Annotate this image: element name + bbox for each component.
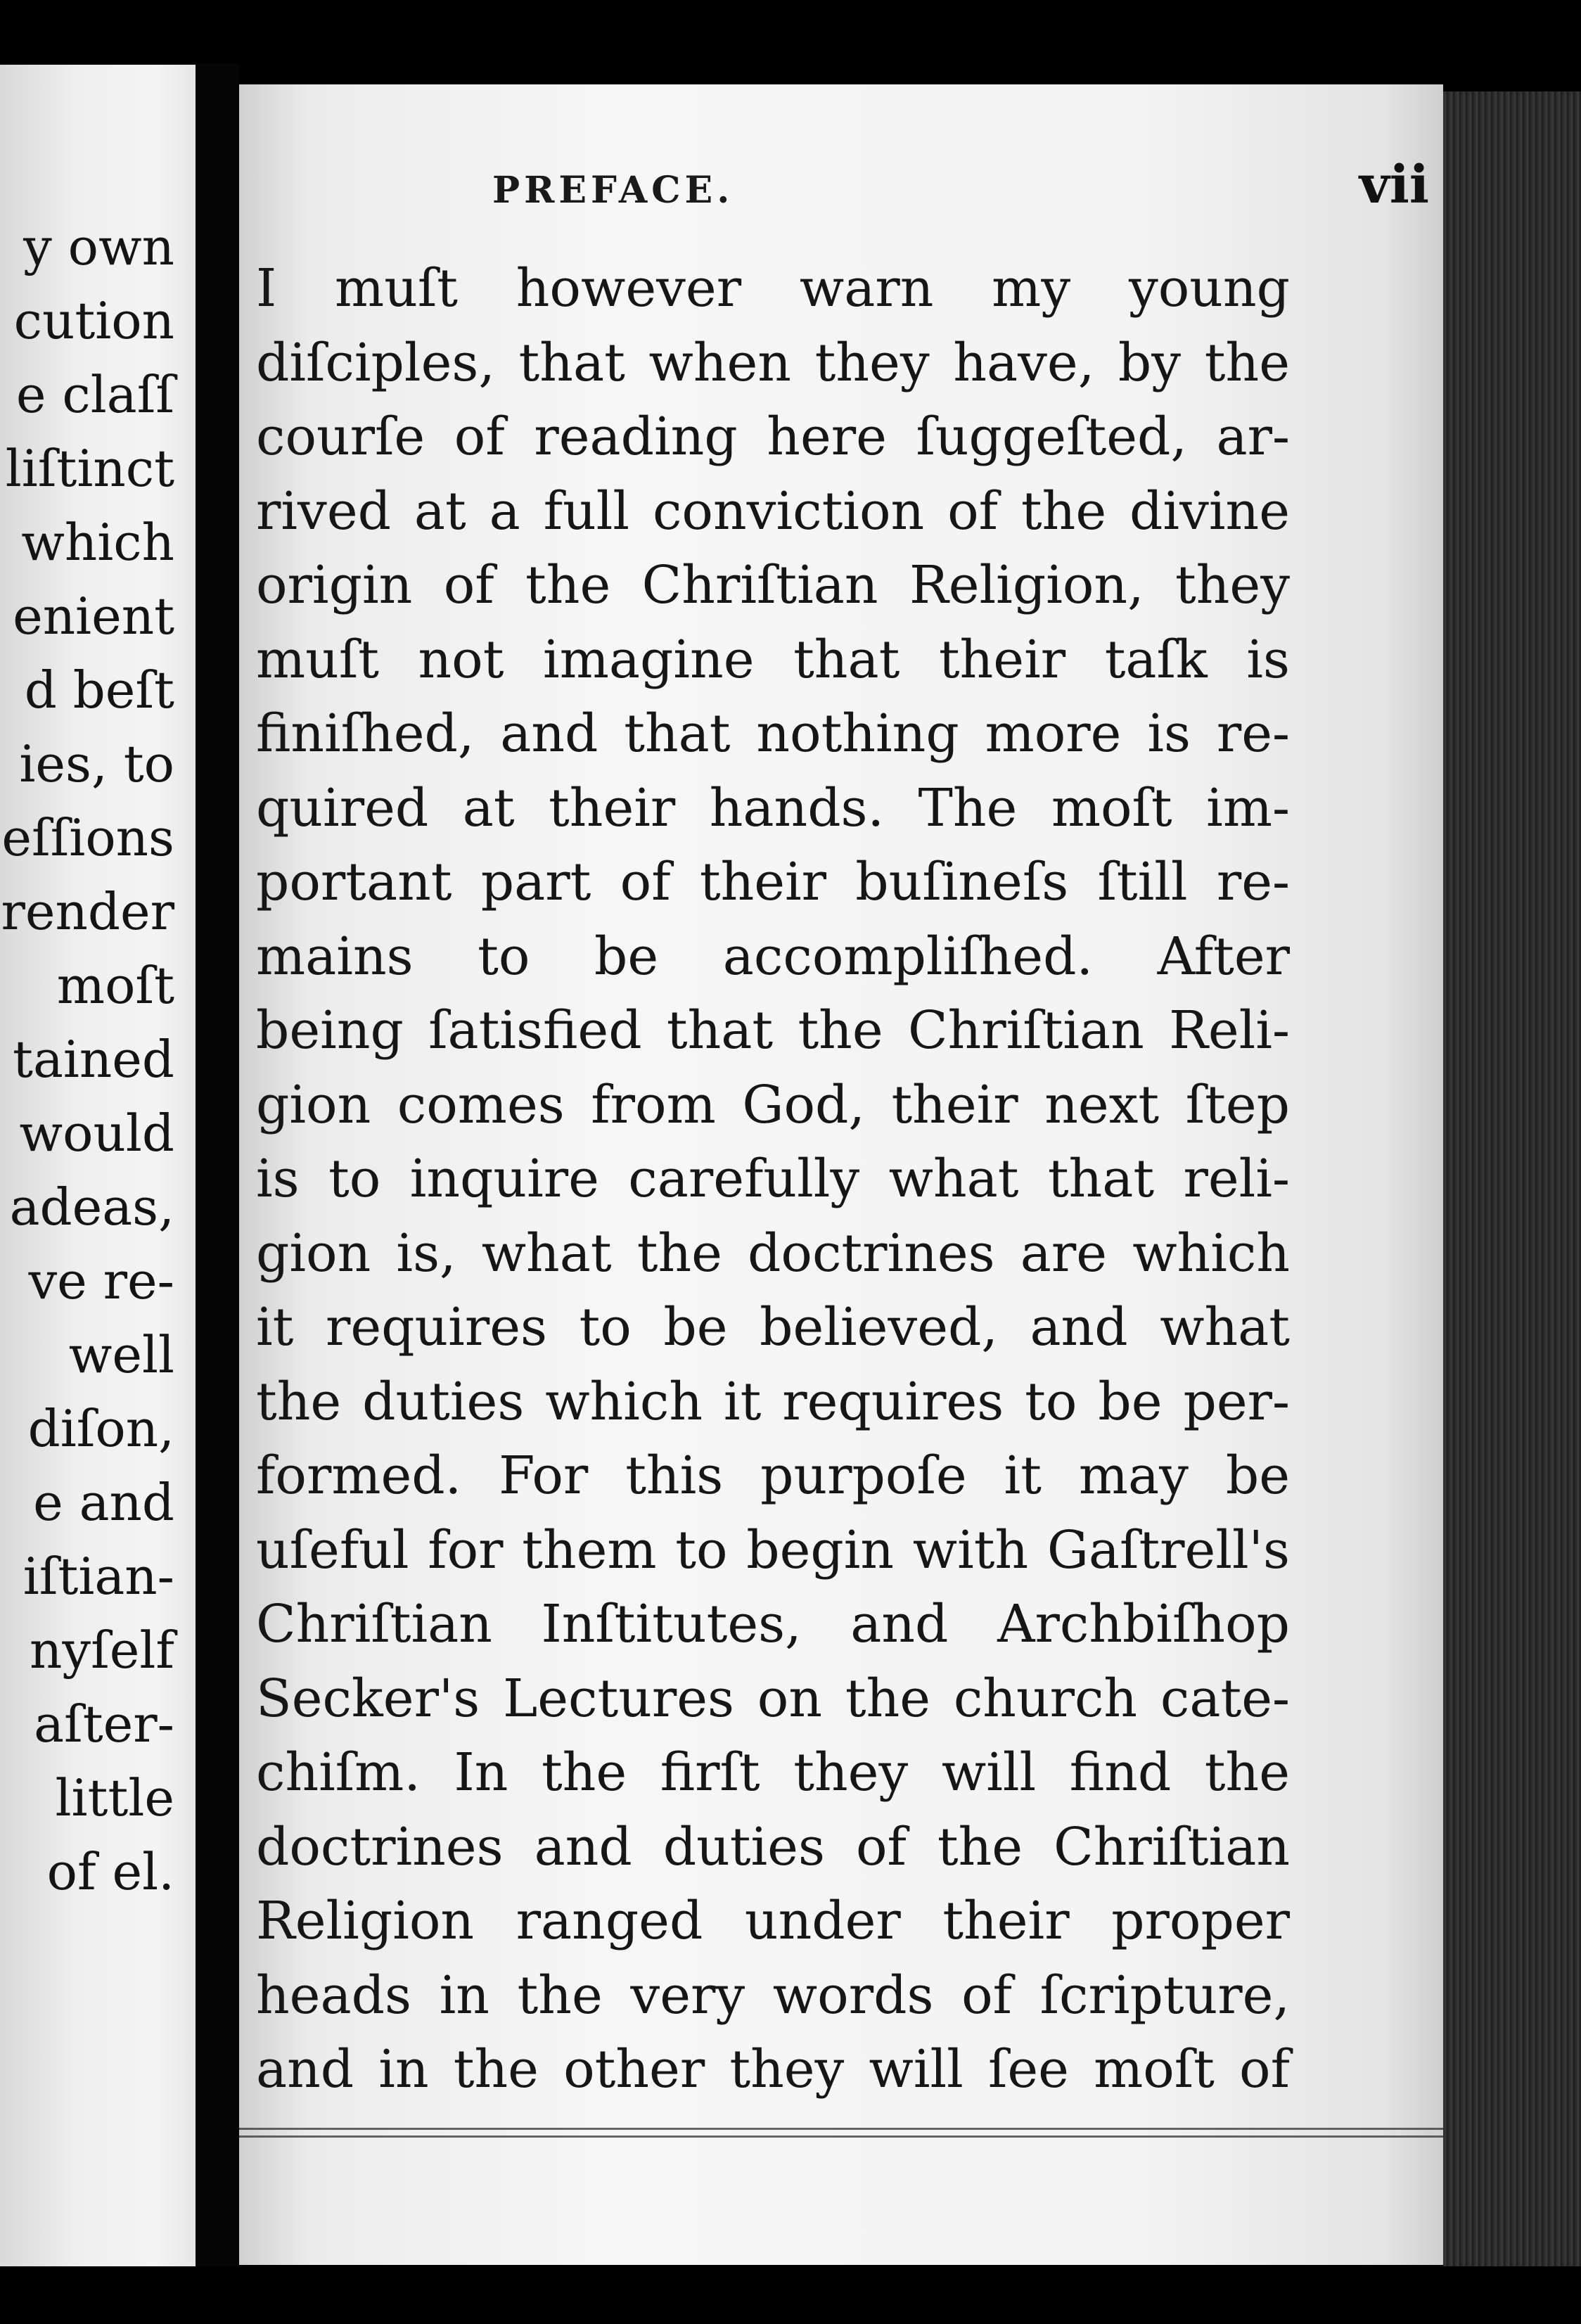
text-line: is to inquire carefully what that reli- xyxy=(256,1149,1290,1209)
left-page-line: moſt xyxy=(56,956,174,1015)
left-page-line: nyſelf xyxy=(30,1621,174,1680)
page-edges xyxy=(1443,91,1581,2324)
left-page-line: y own xyxy=(23,217,174,276)
left-page-line: e and xyxy=(33,1473,174,1532)
left-page-line: would xyxy=(19,1104,174,1163)
left-page-line: e claſſ xyxy=(15,365,174,424)
left-page-line: eſſions xyxy=(1,808,174,867)
text-line: gion comes from God, their next ſtep xyxy=(256,1074,1290,1135)
text-line: gion is, what the doctrines are which xyxy=(256,1222,1290,1284)
left-page-line: render xyxy=(1,882,174,941)
text-line: the duties which it requires to be per- xyxy=(256,1371,1290,1432)
running-head: PREFACE. xyxy=(492,169,734,212)
text-line: mains to be accompliſhed. After xyxy=(256,926,1290,987)
text-line: portant part of their buſineſs ſtill re- xyxy=(256,852,1290,912)
text-line: Religion ranged under their proper xyxy=(256,1891,1290,1951)
text-line: finiſhed, and that nothing more is re- xyxy=(256,703,1290,764)
right-page xyxy=(239,84,1443,2265)
scan-line xyxy=(239,2128,1443,2130)
left-page-line: aſter- xyxy=(34,1694,174,1754)
text-line: being ſatisfied that the Chriſtian Reli- xyxy=(256,1000,1290,1061)
text-line: doctrines and duties of the Chriſtian xyxy=(256,1816,1290,1877)
left-page-line: ve re- xyxy=(28,1251,174,1310)
left-page-line: liſtinct xyxy=(5,439,174,498)
text-line: and in the other they will ſee moſt of xyxy=(256,2039,1290,2100)
text-line: chiſm. In the firſt they will find the xyxy=(256,1742,1290,1803)
page-number: vii xyxy=(1359,155,1429,215)
text-line: formed. For this purpoſe it may be xyxy=(256,1445,1290,1506)
text-line: diſciples, that when they have, by the xyxy=(256,332,1290,393)
left-page-line: little xyxy=(55,1768,174,1827)
text-line: rived at a full conviction of the divine xyxy=(256,480,1290,542)
left-page-line: d beſt xyxy=(24,660,174,720)
left-page-line: cution xyxy=(13,291,174,350)
text-line: uſeful for them to begin with Gaſtrell's xyxy=(256,1519,1290,1581)
book-gutter xyxy=(196,63,239,2279)
left-page-line: ies, to xyxy=(19,734,174,793)
text-line: heads in the very words of ſcripture, xyxy=(256,1965,1290,2026)
text-line: courſe of reading here ſuggeſted, ar- xyxy=(256,407,1290,467)
left-page-line: tained xyxy=(13,1030,174,1089)
left-page-line: diſon, xyxy=(27,1399,174,1458)
left-page-line: of el. xyxy=(46,1842,174,1901)
left-page-line: enient xyxy=(13,587,174,646)
left-page-line: which xyxy=(21,513,174,572)
text-line: muſt not imagine that their taſk is xyxy=(256,629,1290,690)
left-page-line: well xyxy=(68,1325,174,1384)
text-line: origin of the Chriſtian Religion, they xyxy=(256,555,1290,615)
left-facing-page xyxy=(0,65,196,2266)
scan-line xyxy=(239,2135,1443,2138)
scan-border xyxy=(0,2266,1581,2324)
text-line: I muſt however warn my young xyxy=(256,258,1290,319)
left-page-line: adeas, xyxy=(9,1177,174,1237)
text-line: Chriſtian Inſtitutes, and Archbiſhop xyxy=(256,1594,1290,1654)
left-page-line: iſtian- xyxy=(23,1547,174,1606)
text-line: Secker's Lectures on the church cate- xyxy=(256,1668,1290,1729)
text-line: it requires to be believed, and what xyxy=(256,1297,1290,1358)
text-line: quired at their hands. The moſt im- xyxy=(256,777,1290,838)
